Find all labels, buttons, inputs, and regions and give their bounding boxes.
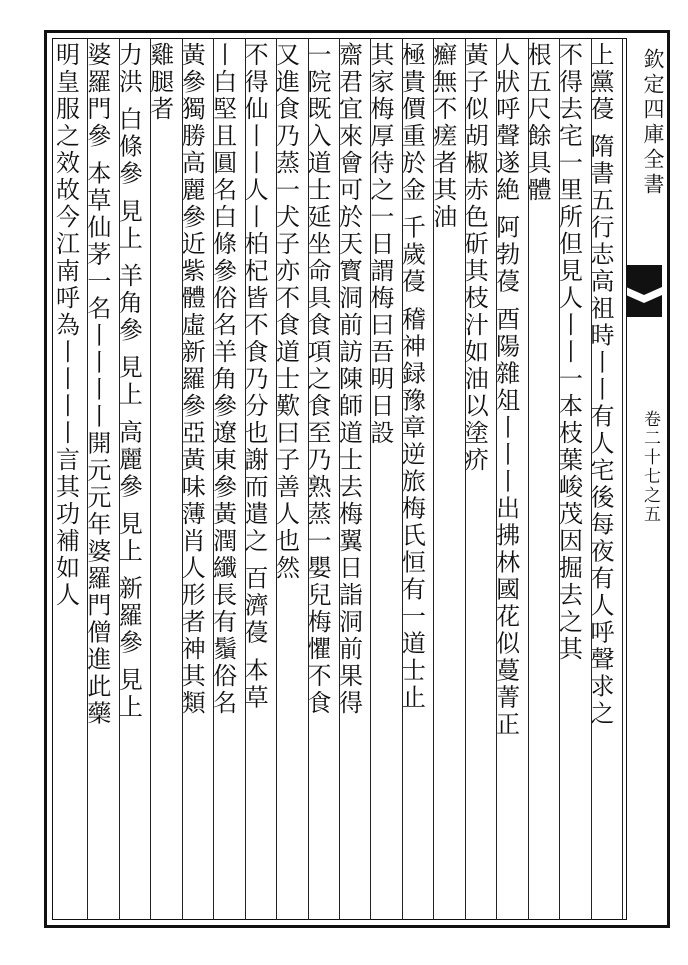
column-rule [465,38,466,920]
column-rule [496,38,497,920]
text-column: 丨白堅且圓名白條參俗名羊角參遼東參黃潤纖長有鬚俗名 [208,42,237,717]
column-rule [308,38,309,920]
column-rule [591,38,592,920]
column-rule [213,38,214,920]
text-column: 癬無不瘥者其油 [428,42,457,231]
text-column: 不得仙丨丨人丨柏杞皆不食乃分也謝而遣之 百濟葠 本草 [240,42,269,712]
column-rule [87,38,88,920]
text-column: 其家梅厚待之一日謂梅曰吾明日設 [365,42,394,447]
text-column: 又進食乃蒸一犬子亦不食道士歎曰子善人也然 [271,42,300,582]
juan-number: 卷二十七之五 [640,410,660,524]
column-rule [370,38,371,920]
column-rule [622,38,623,920]
fish-tail-mark-icon [626,265,662,317]
text-column: 上黨葠 隋書五行志高祖時丨丨有人宅後每夜有人呼聲求之 [585,42,614,728]
column-rule [245,38,246,920]
column-rule [150,38,151,920]
text-column: 不得去宅一里所但見人丨丨一本枝葉峻茂因掘去之其 [554,42,583,663]
text-column: 婆羅門參 本草仙茅一名丨丨丨丨開元元年婆羅門僧進此藥 [82,42,111,728]
column-rule [433,38,434,920]
text-column: 雞腿者 [145,42,174,123]
column-rule [119,38,120,920]
text-column: 齋君宜來會可於天寳洞前訪陳師道士去梅翼日詣洞前果得 [334,42,363,717]
text-column: 根五尺餘具體 [523,42,552,204]
column-rule [339,38,340,920]
column-rule [559,38,560,920]
book-title: 欽定四庫全書 [641,48,665,198]
text-column: 一院既入道士延坐命具食項之食至乃熟蒸一嬰兒梅懼不食 [302,42,331,717]
text-column: 力洪 白條參 見上 羊角參 見上 高麗參 見上 新羅參 見上 [114,42,143,722]
column-rule [182,38,183,920]
text-column: 極貴價重於金 千歲葠 稽神録豫章逆旅梅氏恒有一道士止 [397,42,426,712]
column-rule [276,38,277,920]
column-rule [528,38,529,920]
text-column: 黃參獨勝高麗參近紫體虛新羅參亞黃味薄肖人形者神其類 [177,42,206,717]
text-column: 明皇服之效故今江南呼為丨丨丨丨言其功補如人 [51,42,80,609]
column-rule [402,38,403,920]
text-column: 人狀呼聲遂絶 阿勃葠 酉陽雜俎丨丨丨出拂林國花似蔓菁正 [491,42,520,739]
text-column: 黃子似胡椒赤色斫其枝汁如油以塗疥 [460,42,489,474]
